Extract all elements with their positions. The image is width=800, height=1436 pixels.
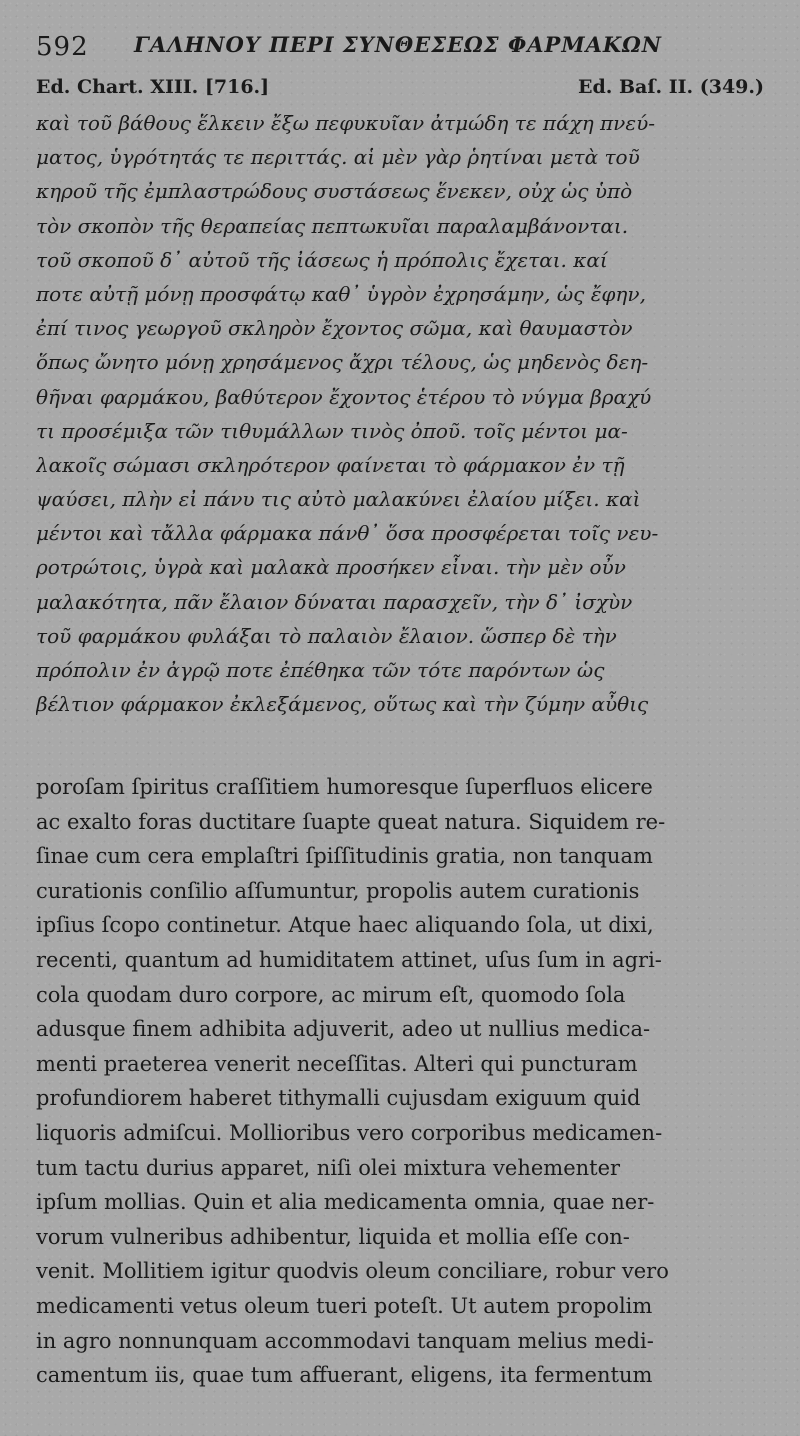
- greek-text-line: καὶ τοῦ βάθους ἕλκειν ἔξω πεφυκυῖαν ἀτμώδη τε πάχη πνεύ-: [36, 111, 655, 135]
- greek-text-line: ροτρώτοις, ὑγρὰ καὶ μαλακὰ προσήκεν εἶναι. τὴν μὲν οὖν: [36, 555, 626, 580]
- edition-basel: Ed. Baſ. II. (349.): [577, 76, 764, 98]
- greek-text-line: τοῦ φαρμάκου φυλάξαι τὸ παλαιὸν ἔλαιον. ὥσπερ δὲ τὴν: [36, 623, 617, 648]
- latin-text-line: ipſum mollias. Quin et alia medicamenta omnia, quae ner-: [36, 1190, 655, 1215]
- latin-text-line: adusque finem adhibita adjuverit, adeo ut nullius medica-: [36, 1017, 651, 1042]
- latin-text-line: poroſam ſpiritus craſſitiem humoresque ſuperfluos elicere: [36, 775, 653, 799]
- latin-text-line: in agro nonnunquam accommodavi tanquam melius medi-: [36, 1328, 654, 1353]
- latin-text-line: ipſius ſcopo continetur. Atque haec aliquando ſola, ut dixi,: [36, 913, 654, 938]
- running-title: ΓΑΛΗΝΟΥ ΠΕΡΙ ΣΥΝΘΕΣΕΩΣ ΦΑΡΜΑΚΩΝ: [134, 32, 662, 57]
- latin-text-line: menti praeterea venerit neceſſitas. Alteri qui puncturam: [36, 1051, 638, 1076]
- greek-text-line: τι προσέμιξα τῶν τιθυμάλλων τινὸς ὀποῦ. τοῖς μέντοι μα-: [36, 418, 628, 443]
- greek-text-line: ματος, ὑγρότητάς τε περιττάς. αἱ μὲν γὰρ ῥητίναι μετὰ τοῦ: [36, 145, 640, 170]
- greek-text-line: ψαύσει, πλὴν εἰ πάνυ τις αὐτὸ μαλακύνει ἐλαίου μίξει. καὶ: [36, 487, 641, 512]
- latin-text-line: liquoris admiſcui. Mollioribus vero corporibus medicamen-: [36, 1120, 663, 1145]
- page-header: [36, 26, 770, 66]
- greek-text-line: πρόπολιν ἐν ἀγρῷ ποτε ἐπέθηκα τῶν τότε παρόντων ὡς: [36, 658, 605, 682]
- latin-text-line: venit. Mollitiem igitur quodvis oleum conciliare, robur vero: [36, 1259, 669, 1284]
- latin-text-line: vorum vulneribus adhibentur, liquida et mollia eſſe con-: [36, 1224, 630, 1249]
- greek-text-line: θῆναι φαρμάκου, βαθύτερον ἔχοντος ἑτέρου τὸ νύγμα βραχύ: [36, 384, 652, 409]
- latin-text-block: [36, 770, 766, 1393]
- edition-references: [36, 70, 764, 100]
- page-number: 592: [36, 32, 89, 62]
- latin-text-line: curationis conſilio aſſumuntur, propolis autem curationis: [36, 878, 640, 903]
- greek-text-line: τὸν σκοπὸν τῆς θεραπείας πεπτωκυῖαι παραλαμβάνονται.: [36, 213, 629, 238]
- greek-text-block: [36, 106, 766, 721]
- latin-text-line: tum tactu durius apparet, niſi olei mixtura vehementer: [36, 1155, 621, 1180]
- greek-text-line: λακοῖς σώμασι σκληρότερον φαίνεται τὸ φάρμακον ἐν τῇ: [36, 452, 625, 477]
- greek-text-line: ποτε αὐτῇ μόνῃ προσφάτῳ καθ᾽ ὑγρὸν ἐχρησάμην, ὡς ἔφην,: [36, 281, 646, 306]
- greek-text-line: κηροῦ τῆς ἐμπλαστρώδους συστάσεως ἕνεκεν, οὐχ ὡς ὑπὸ: [36, 179, 633, 204]
- greek-text-line: τοῦ σκοποῦ δ᾽ αὐτοῦ τῆς ἰάσεως ἡ πρόπολις ἔχεται. καί: [36, 247, 608, 272]
- greek-text-line: μαλακότητα, πᾶν ἔλαιον δύναται παρασχεῖν, τὴν δ᾽ ἰσχὺν: [36, 589, 633, 614]
- greek-text-line: μέντοι καὶ τἄλλα φάρμακα πάνθ᾽ ὅσα προσφέρεται τοῖς νευ-: [36, 521, 659, 546]
- latin-text-line: profundiorem haberet tithymalli cujusdam exiguum quid: [36, 1086, 641, 1111]
- latin-text-line: camentum iis, quae tum affuerant, eligens, ita fermentum: [36, 1363, 653, 1388]
- latin-text-line: cola quodam duro corpore, ac mirum eſt, quomodo ſola: [36, 982, 626, 1007]
- latin-text-line: recenti, quantum ad humiditatem attinet, uſus ſum in agri-: [36, 947, 662, 972]
- latin-text-line: ac exalto foras ductitare ſuapte queat natura. Siquidem re-: [36, 809, 666, 834]
- edition-chartier: Ed. Chart. XIII. [716.]: [36, 76, 270, 98]
- greek-text-line: ὅπως ὤνητο μόνῃ χρησάμενος ἄχρι τέλους, ὡς μηδενὸς δεη-: [36, 350, 649, 375]
- greek-text-line: ἐπί τινος γεωργοῦ σκληρὸν ἔχοντος σῶμα, καὶ θαυμαστὸν: [36, 316, 633, 341]
- latin-text-line: medicamenti vetus oleum tueri poteſt. Ut autem propolim: [36, 1293, 653, 1318]
- latin-text-line: ſinae cum cera emplaſtri ſpiſſitudinis gratia, non tanquam: [36, 844, 653, 869]
- greek-text-line: βέλτιον φάρμακον ἐκλεξάμενος, οὕτως καὶ τὴν ζύμην αὖθις: [36, 692, 649, 717]
